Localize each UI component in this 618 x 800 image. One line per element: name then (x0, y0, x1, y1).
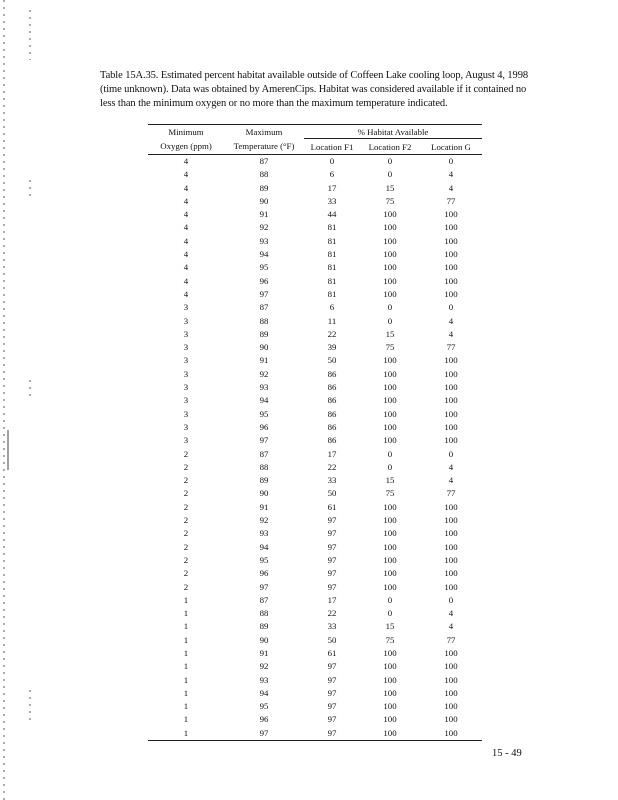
cell-max-temperature: 96 (259, 568, 269, 579)
cell-location-f1: 81 (327, 249, 337, 260)
cell-min-oxygen: 1 (183, 687, 189, 698)
cell-location-g: 100 (444, 568, 458, 579)
cell-location-g: 100 (444, 647, 458, 658)
header-row-top (148, 125, 482, 139)
cell-min-oxygen: 1 (183, 661, 189, 672)
cell-min-oxygen: 3 (183, 382, 189, 393)
cell-max-temperature: 87 (259, 594, 269, 605)
cell-location-f1: 81 (327, 275, 337, 286)
cell-location-f2: 100 (383, 674, 397, 685)
cell-location-f2: 0 (387, 156, 393, 166)
cell-max-temperature: 88 (259, 169, 269, 180)
cell-location-f2: 15 (385, 182, 395, 193)
cell-location-f2: 0 (387, 461, 393, 472)
cell-max-temperature: 90 (259, 634, 269, 645)
cell-min-oxygen: 1 (183, 634, 189, 645)
table-row (148, 514, 482, 527)
table-row (148, 501, 482, 514)
table-row (148, 182, 482, 195)
cell-location-g: 100 (444, 408, 458, 419)
cell-location-f1: 61 (327, 501, 337, 512)
cell-max-temperature: 96 (259, 714, 269, 725)
cell-location-f2: 75 (385, 488, 395, 499)
table-row (148, 687, 482, 700)
table-row (148, 700, 482, 713)
cell-min-oxygen: 4 (183, 169, 189, 180)
cell-max-temperature: 96 (259, 275, 269, 286)
cell-location-g: 100 (444, 355, 458, 366)
cell-max-temperature: 95 (259, 554, 269, 565)
cell-location-g: 100 (444, 275, 458, 286)
cell-location-g: 100 (444, 209, 458, 220)
cell-location-f1: 33 (327, 621, 337, 632)
cell-location-f2: 0 (387, 315, 393, 326)
table-row (148, 554, 482, 567)
table-row (148, 301, 482, 314)
cell-location-f2: 100 (383, 647, 397, 658)
cell-location-g: 100 (444, 674, 458, 685)
cell-location-f1: 97 (327, 541, 337, 552)
cell-location-f2: 100 (383, 581, 397, 592)
cell-min-oxygen: 2 (183, 501, 189, 512)
scan-margin-marks (0, 0, 40, 800)
table-row (148, 168, 482, 181)
cell-location-f1: 33 (327, 475, 337, 486)
table-row (148, 235, 482, 248)
cell-max-temperature: 93 (259, 382, 269, 393)
cell-max-temperature: 94 (259, 687, 269, 698)
cell-location-f2: 100 (383, 421, 397, 432)
cell-location-f1: 97 (327, 515, 337, 526)
cell-max-temperature: 88 (259, 608, 269, 619)
cell-location-f1: 86 (327, 421, 337, 432)
cell-max-temperature: 87 (259, 156, 269, 166)
cell-location-f1: 39 (327, 342, 337, 353)
cell-min-oxygen: 2 (183, 515, 189, 526)
table-row (148, 448, 482, 461)
cell-location-g: 77 (446, 634, 456, 645)
cell-max-temperature: 89 (259, 328, 269, 339)
cell-location-g: 100 (444, 382, 458, 393)
table-row (148, 195, 482, 208)
table-row (148, 594, 482, 607)
cell-location-f2: 100 (383, 701, 397, 712)
cell-location-f2: 75 (385, 634, 395, 645)
header-minimum-bottom: Oxygen (ppm) (148, 139, 224, 155)
cell-location-g: 4 (448, 169, 454, 180)
cell-location-g: 4 (448, 328, 454, 339)
cell-min-oxygen: 2 (183, 448, 189, 459)
cell-min-oxygen: 4 (183, 235, 189, 246)
table-body (148, 155, 482, 741)
table-row (148, 408, 482, 421)
header-row-bottom (148, 139, 482, 155)
cell-max-temperature: 89 (259, 475, 269, 486)
table-row (148, 581, 482, 594)
cell-max-temperature: 93 (259, 235, 269, 246)
cell-location-f2: 100 (383, 355, 397, 366)
cell-min-oxygen: 4 (183, 249, 189, 260)
cell-min-oxygen: 1 (183, 674, 189, 685)
cell-max-temperature: 90 (259, 488, 269, 499)
table-row (148, 567, 482, 580)
cell-location-g: 4 (448, 182, 454, 193)
cell-location-g: 100 (420, 727, 482, 741)
cell-location-f1: 97 (327, 661, 337, 672)
cell-min-oxygen: 2 (183, 461, 189, 472)
cell-location-g: 77 (446, 488, 456, 499)
table-row (148, 660, 482, 673)
cell-location-g: 77 (446, 342, 456, 353)
cell-min-oxygen: 2 (183, 581, 189, 592)
cell-max-temperature: 89 (259, 182, 269, 193)
cell-location-g: 100 (444, 235, 458, 246)
table-row (148, 248, 482, 261)
cell-location-f2: 100 (383, 382, 397, 393)
cell-min-oxygen: 2 (183, 488, 189, 499)
cell-max-temperature: 87 (259, 448, 269, 459)
cell-location-f2: 100 (383, 714, 397, 725)
cell-location-f2: 100 (383, 515, 397, 526)
cell-location-f2: 100 (383, 408, 397, 419)
cell-max-temperature: 91 (259, 647, 269, 658)
table-row (148, 541, 482, 554)
cell-min-oxygen: 4 (183, 275, 189, 286)
page-number: 15 - 49 (492, 748, 522, 759)
cell-location-f1: 86 (327, 435, 337, 446)
cell-min-oxygen: 1 (183, 594, 189, 605)
cell-location-g: 100 (444, 687, 458, 698)
cell-location-f1: 81 (327, 222, 337, 233)
cell-location-f1: 81 (327, 262, 337, 273)
cell-location-f1: 97 (327, 568, 337, 579)
cell-location-f1: 22 (327, 608, 337, 619)
table-row (148, 221, 482, 234)
cell-location-f1: 86 (327, 408, 337, 419)
cell-max-temperature: 89 (259, 621, 269, 632)
cell-location-f1: 97 (327, 674, 337, 685)
cell-location-g: 0 (448, 302, 454, 313)
table-row (148, 155, 482, 169)
cell-min-oxygen: 3 (183, 355, 189, 366)
cell-max-temperature: 92 (259, 368, 269, 379)
table-row (148, 208, 482, 221)
cell-location-f2: 100 (383, 275, 397, 286)
cell-location-f2: 0 (387, 608, 393, 619)
cell-location-g: 4 (448, 608, 454, 619)
cell-max-temperature: 97 (259, 581, 269, 592)
table-row (148, 474, 482, 487)
cell-location-f1: 81 (327, 235, 337, 246)
cell-location-f2: 100 (360, 727, 420, 741)
table-row (148, 527, 482, 540)
cell-location-f2: 100 (383, 687, 397, 698)
cell-location-g: 100 (444, 515, 458, 526)
cell-min-oxygen: 4 (183, 156, 189, 166)
cell-location-g: 4 (448, 475, 454, 486)
header-location-g: Location G (420, 139, 482, 155)
cell-location-f1: 6 (329, 169, 335, 180)
cell-min-oxygen: 3 (183, 328, 189, 339)
table-row (148, 328, 482, 341)
cell-location-g: 100 (444, 581, 458, 592)
cell-location-f2: 15 (385, 621, 395, 632)
table-row (148, 607, 482, 620)
habitat-table (148, 124, 482, 741)
cell-location-g: 100 (444, 395, 458, 406)
table-row (148, 261, 482, 274)
cell-min-oxygen: 1 (183, 647, 189, 658)
cell-location-g: 100 (444, 701, 458, 712)
cell-location-g: 100 (444, 421, 458, 432)
cell-max-temperature: 97 (224, 727, 304, 741)
header-maximum-top: Maximum (224, 125, 304, 139)
cell-location-f1: 0 (329, 156, 335, 166)
table-row (148, 341, 482, 354)
cell-location-f1: 97 (327, 554, 337, 565)
cell-min-oxygen: 4 (183, 222, 189, 233)
cell-location-g: 100 (444, 288, 458, 299)
cell-max-temperature: 93 (259, 528, 269, 539)
cell-min-oxygen: 2 (183, 554, 189, 565)
cell-location-f2: 75 (385, 195, 395, 206)
table-row (148, 487, 482, 500)
cell-max-temperature: 92 (259, 661, 269, 672)
cell-location-f2: 100 (383, 541, 397, 552)
cell-min-oxygen: 2 (183, 568, 189, 579)
cell-max-temperature: 92 (259, 515, 269, 526)
cell-min-oxygen: 4 (183, 182, 189, 193)
header-location-f2: Location F2 (360, 139, 420, 155)
cell-location-f1: 17 (327, 448, 337, 459)
cell-location-f2: 100 (383, 568, 397, 579)
cell-min-oxygen: 4 (183, 262, 189, 273)
cell-location-f2: 100 (383, 528, 397, 539)
cell-location-g: 100 (444, 501, 458, 512)
cell-max-temperature: 94 (259, 249, 269, 260)
cell-location-g: 100 (444, 541, 458, 552)
table-row (148, 634, 482, 647)
habitat-table-container (148, 124, 482, 741)
cell-location-f1: 22 (327, 328, 337, 339)
cell-min-oxygen: 1 (183, 621, 189, 632)
table-row (148, 368, 482, 381)
cell-location-f1: 50 (327, 634, 337, 645)
cell-location-f1: 86 (327, 395, 337, 406)
cell-location-g: 4 (448, 621, 454, 632)
table-row (148, 421, 482, 434)
cell-max-temperature: 88 (259, 315, 269, 326)
cell-location-f2: 15 (385, 475, 395, 486)
cell-location-f2: 100 (383, 262, 397, 273)
cell-min-oxygen: 3 (183, 395, 189, 406)
cell-location-f1: 86 (327, 368, 337, 379)
cell-location-g: 4 (448, 461, 454, 472)
cell-location-f1: 22 (327, 461, 337, 472)
cell-min-oxygen: 2 (183, 541, 189, 552)
cell-min-oxygen: 3 (183, 421, 189, 432)
table-row (148, 727, 482, 741)
table-row (148, 288, 482, 301)
cell-location-f1: 97 (327, 528, 337, 539)
cell-min-oxygen: 1 (183, 701, 189, 712)
cell-location-g: 100 (444, 661, 458, 672)
cell-max-temperature: 88 (259, 461, 269, 472)
header-maximum-bottom: Temperature (°F) (224, 139, 304, 155)
cell-location-f1: 97 (304, 727, 360, 741)
cell-location-g: 100 (444, 554, 458, 565)
cell-max-temperature: 90 (259, 195, 269, 206)
cell-location-f1: 11 (327, 315, 337, 326)
cell-max-temperature: 90 (259, 342, 269, 353)
cell-location-f1: 97 (327, 714, 337, 725)
cell-location-f1: 81 (327, 288, 337, 299)
cell-location-f2: 100 (383, 395, 397, 406)
cell-location-f1: 86 (327, 382, 337, 393)
table-row (148, 275, 482, 288)
cell-location-g: 0 (448, 156, 454, 166)
cell-location-g: 100 (444, 249, 458, 260)
cell-min-oxygen: 2 (183, 475, 189, 486)
table-row (148, 354, 482, 367)
cell-location-f1: 61 (327, 647, 337, 658)
cell-location-f2: 100 (383, 368, 397, 379)
cell-location-f2: 100 (383, 249, 397, 260)
table-row (148, 461, 482, 474)
cell-max-temperature: 96 (259, 421, 269, 432)
cell-location-g: 0 (448, 594, 454, 605)
cell-location-f1: 17 (327, 182, 337, 193)
cell-location-f1: 97 (327, 581, 337, 592)
cell-min-oxygen: 2 (183, 528, 189, 539)
cell-min-oxygen: 3 (183, 342, 189, 353)
cell-max-temperature: 94 (259, 541, 269, 552)
cell-location-g: 100 (444, 368, 458, 379)
cell-max-temperature: 97 (259, 435, 269, 446)
cell-location-f2: 100 (383, 661, 397, 672)
cell-max-temperature: 95 (259, 262, 269, 273)
table-row (148, 647, 482, 660)
table-row (148, 315, 482, 328)
cell-location-f2: 75 (385, 342, 395, 353)
cell-location-g: 100 (444, 262, 458, 273)
cell-max-temperature: 91 (259, 209, 269, 220)
cell-min-oxygen: 1 (183, 714, 189, 725)
cell-max-temperature: 94 (259, 395, 269, 406)
table-row (148, 713, 482, 726)
cell-min-oxygen: 4 (183, 288, 189, 299)
table-caption: Table 15A.35. Estimated percent habitat available outside of Coffeen Lake cooling loop, August 4, 1998 (time unknown). Data was obtained by AmerenCips. Habitat was considered available if it contained no less than the minimum oxygen or no more than the maximum temperature indicated. (100, 70, 529, 109)
cell-min-oxygen: 3 (183, 408, 189, 419)
table-row (148, 394, 482, 407)
cell-max-temperature: 93 (259, 674, 269, 685)
cell-max-temperature: 95 (259, 701, 269, 712)
cell-location-g: 4 (448, 315, 454, 326)
cell-location-f2: 100 (383, 288, 397, 299)
cell-location-f1: 17 (327, 594, 337, 605)
header-minimum-top: Minimum (148, 125, 224, 139)
cell-location-f1: 33 (327, 195, 337, 206)
table-row (148, 381, 482, 394)
cell-location-f1: 50 (327, 488, 337, 499)
cell-location-f2: 100 (383, 209, 397, 220)
cell-max-temperature: 91 (259, 355, 269, 366)
cell-location-f2: 100 (383, 501, 397, 512)
cell-min-oxygen: 4 (183, 195, 189, 206)
header-location-f1: Location F1 (304, 139, 360, 155)
cell-min-oxygen: 3 (183, 368, 189, 379)
cell-location-f2: 0 (387, 448, 393, 459)
cell-location-g: 77 (446, 195, 456, 206)
cell-location-f2: 100 (383, 222, 397, 233)
cell-location-f2: 0 (387, 169, 393, 180)
cell-location-f2: 15 (385, 328, 395, 339)
cell-location-f1: 97 (327, 687, 337, 698)
cell-min-oxygen: 1 (148, 727, 224, 741)
table-row (148, 434, 482, 447)
cell-location-f2: 100 (383, 435, 397, 446)
cell-max-temperature: 97 (259, 288, 269, 299)
cell-location-f1: 6 (329, 302, 335, 313)
cell-min-oxygen: 3 (183, 315, 189, 326)
cell-location-f1: 50 (327, 355, 337, 366)
table-row (148, 674, 482, 687)
cell-location-f2: 100 (383, 554, 397, 565)
cell-min-oxygen: 1 (183, 608, 189, 619)
cell-max-temperature: 91 (259, 501, 269, 512)
cell-max-temperature: 87 (259, 302, 269, 313)
cell-location-g: 100 (444, 222, 458, 233)
cell-min-oxygen: 3 (183, 435, 189, 446)
cell-location-g: 100 (444, 435, 458, 446)
cell-location-f2: 0 (387, 594, 393, 605)
cell-location-g: 100 (444, 528, 458, 539)
header-habitat-group: % Habitat Available (304, 125, 482, 139)
table-row (148, 620, 482, 633)
cell-location-f1: 44 (327, 209, 337, 220)
cell-location-g: 100 (444, 714, 458, 725)
cell-min-oxygen: 3 (183, 302, 189, 313)
cell-location-f1: 97 (327, 701, 337, 712)
cell-min-oxygen: 4 (183, 209, 189, 220)
cell-max-temperature: 92 (259, 222, 269, 233)
cell-location-f2: 0 (387, 302, 393, 313)
cell-max-temperature: 95 (259, 408, 269, 419)
cell-location-g: 0 (448, 448, 454, 459)
cell-location-f2: 100 (383, 235, 397, 246)
